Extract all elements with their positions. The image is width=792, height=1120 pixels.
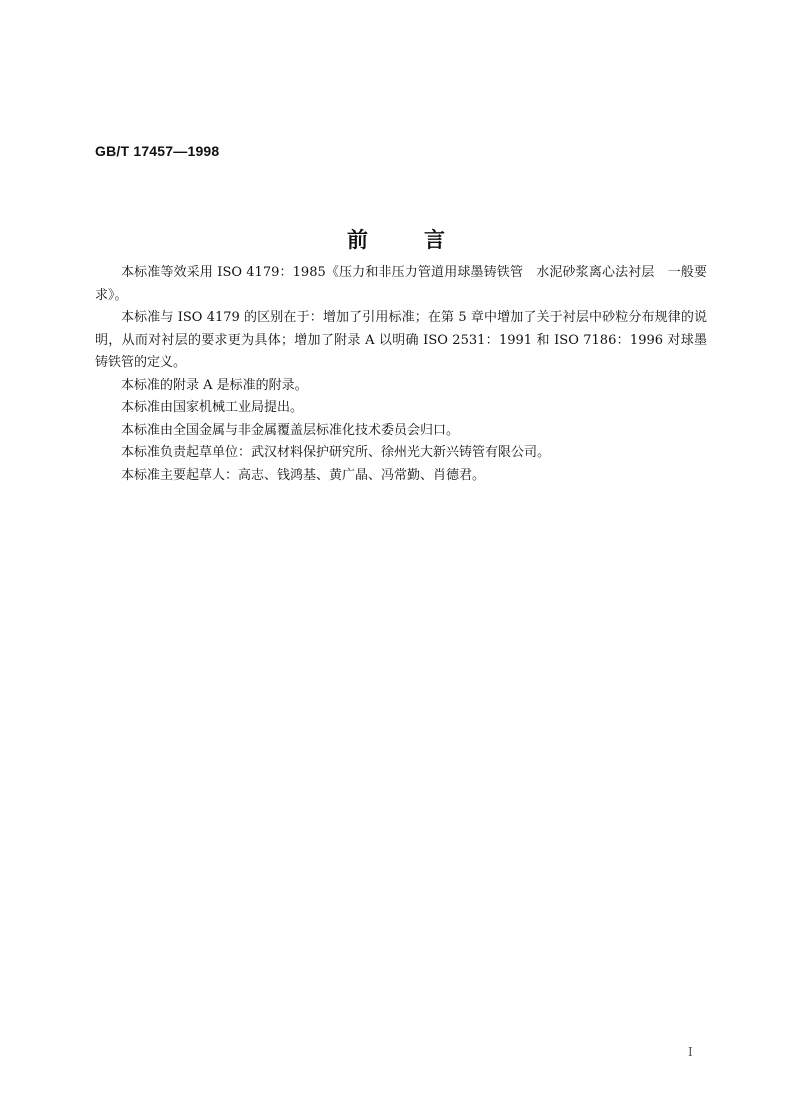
paragraph-proposed-by: 本标准由国家机械工业局提出。 bbox=[121, 400, 304, 415]
paragraph-differences: 本标准与 ISO 4179 的区别在于：增加了引用标准；在第 5 章中增加了关于衬层中砂粒分布规律的说明，从而对衬层的要求更为具体；增加了附录 A 以明确 ISO 2531：1991 和 ISO 7186：1996 对球墨铸铁管的定义。 bbox=[95, 310, 707, 370]
title-char-1: 前 bbox=[347, 227, 368, 252]
paragraph-drafting-units: 本标准负责起草单位：武汉材料保护研究所、徐州光大新兴铸管有限公司。 bbox=[121, 445, 551, 460]
paragraph-appendix: 本标准的附录 A 是标准的附录。 bbox=[121, 377, 308, 393]
standard-code: GB/T 17457—1998 bbox=[95, 143, 220, 159]
paragraph-drafters: 本标准主要起草人：高志、钱鸿基、黄广晶、冯常勤、肖德君。 bbox=[121, 467, 486, 483]
page-title bbox=[0, 224, 792, 254]
page-number: I bbox=[688, 1045, 693, 1059]
paragraph-equivalence: 本标准等效采用 ISO 4179：1985《压力和非压力管道用球墨铸铁管 水泥砂浆离心法衬层 一般要求》。 bbox=[95, 265, 707, 303]
title-char-2: 言 bbox=[424, 227, 445, 252]
foreword-body bbox=[95, 262, 707, 487]
paragraph-committee: 本标准由全国金属与非金属覆盖层标准化技术委员会归口。 bbox=[121, 422, 460, 438]
